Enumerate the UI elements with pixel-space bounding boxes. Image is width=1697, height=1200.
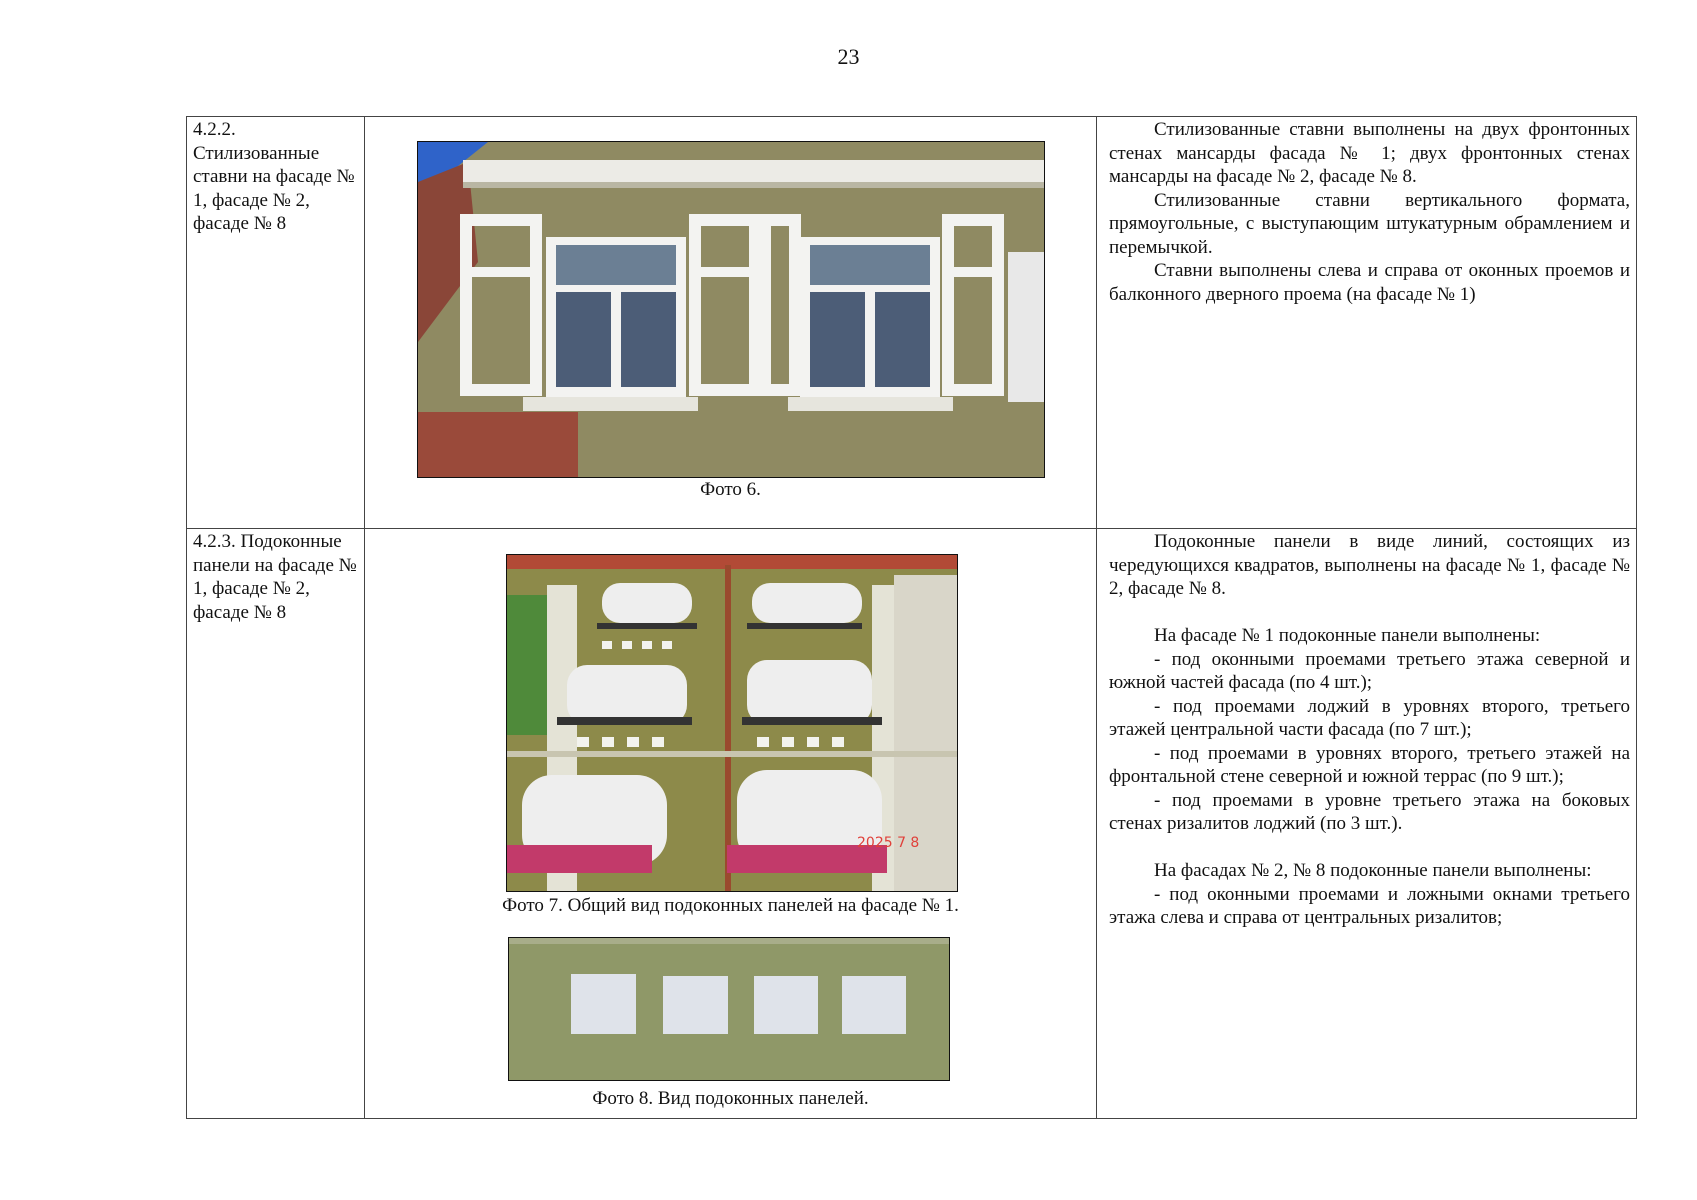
- paragraph: На фасадах № 2, № 8 подоконные панели выполнены:: [1154, 860, 1592, 881]
- description-cell: [1097, 117, 1637, 529]
- paragraph: Подоконные панели в виде линий, состоящих из чередующихся квадратов, выполнены на фасаде № 1, фасаде № 2, фасаде № 8.: [1109, 531, 1630, 599]
- paragraph: - под оконными проемами и ложными окнами третьего этажа слева и справа от центральных ризалитов;: [1109, 883, 1630, 928]
- paragraph: Ставни выполнены слева и справа от оконных проемов и балконного дверного проема (на фасаде № 1): [1109, 260, 1630, 305]
- description-cell: [1097, 529, 1637, 1119]
- photo-cell: [365, 529, 1097, 1119]
- blank-line: [1109, 836, 1630, 860]
- photo-cell: [365, 117, 1097, 529]
- paragraph: - под оконными проемами третьего этажа северной и южной частей фасада (по 4 шт.);: [1109, 648, 1630, 693]
- table-row: [187, 117, 1637, 529]
- row-label: 4.2.2. Стилизованные ставни на фасаде № 1, фасаде № 2, фасаде № 8: [187, 117, 365, 529]
- page-number: 23: [837, 44, 860, 69]
- photo-7-caption: Фото 7. Общий вид подоконных панелей на фасаде № 1.: [502, 895, 959, 916]
- paragraph: - под проемами лоджий в уровнях второго, третьего этажей центральной части фасада (по 7 шт.);: [1109, 695, 1630, 740]
- blank-line: [1109, 601, 1630, 625]
- photo-date-stamp: 2025 7 8: [857, 835, 920, 851]
- paragraph: Стилизованные ставни выполнены на двух фронтонных стенах мансарды фасада № 1; двух фронтонных стенах мансарды на фасаде № 2, фасаде № 8.: [1109, 119, 1630, 187]
- table-row: [187, 529, 1637, 1119]
- shutters-photo-image: [418, 142, 1044, 477]
- panels-photo-image: [509, 938, 949, 1080]
- photo-8-caption: Фото 8. Вид подоконных панелей.: [592, 1088, 869, 1109]
- paragraph: - под проемами в уровне третьего этажа на боковых стенах ризалитов лоджий (по 3 шт.).: [1109, 789, 1630, 834]
- row-label: 4.2.3. Подоконные панели на фасаде № 1, фасаде № 2, фасаде № 8: [187, 529, 365, 1119]
- paragraph: Стилизованные ставни вертикального формата, прямоугольные, с выступающим штукатурным обрамлением и перемычкой.: [1109, 189, 1630, 258]
- document-table: [186, 116, 1637, 1119]
- photo-6-shutters: [417, 141, 1045, 478]
- paragraph: На фасаде № 1 подоконные панели выполнены:: [1154, 625, 1541, 646]
- photo-6-caption: Фото 6.: [700, 479, 761, 500]
- photo-7-facade: [506, 554, 958, 892]
- photo-8-panels: [508, 937, 950, 1081]
- facade-photo-image: [507, 555, 957, 891]
- paragraph: - под проемами в уровнях второго, третьего этажей на фронтальной стене северной и южной террас (по 9 шт.);: [1109, 742, 1630, 787]
